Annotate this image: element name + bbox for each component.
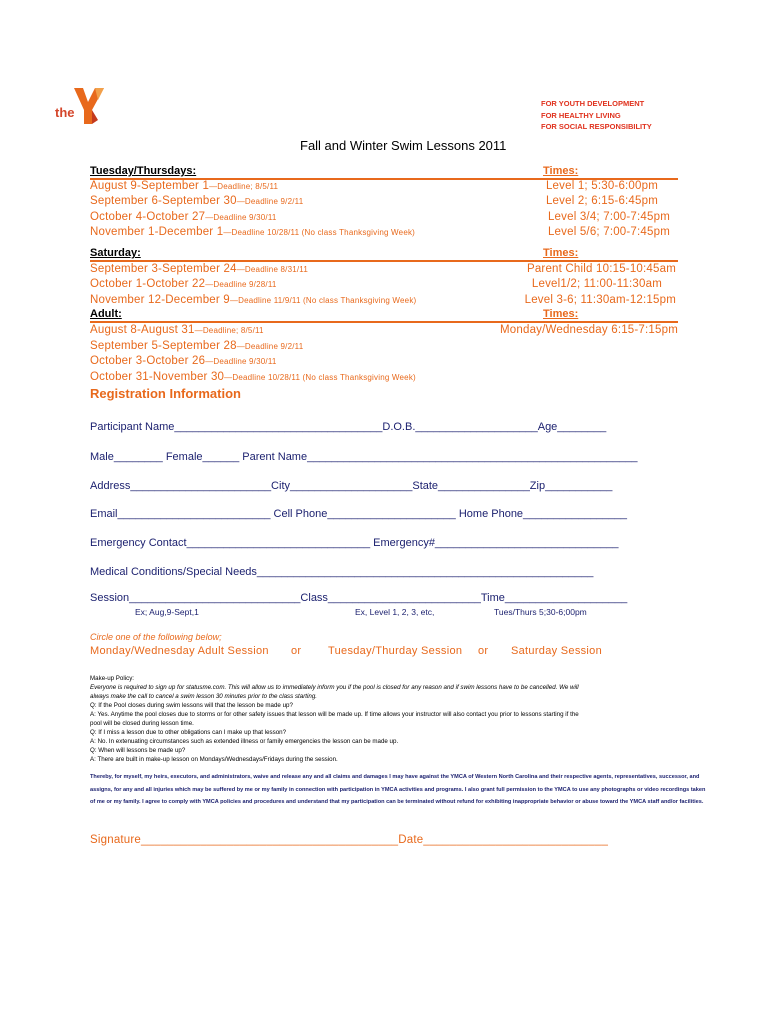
section-rule bbox=[90, 321, 678, 323]
schedule-time: Level 3-6; 11:30am-12:15pm bbox=[524, 294, 676, 306]
ymca-logo bbox=[55, 86, 105, 130]
schedule-row bbox=[90, 211, 277, 223]
saturday-heading: Saturday: bbox=[90, 247, 141, 259]
policy-line: Q: If I miss a lesson due to other obligations can I make up that lesson? bbox=[90, 729, 287, 736]
schedule-dates: October 31-November 30 bbox=[90, 371, 225, 383]
schedule-row bbox=[90, 371, 416, 383]
circle-prompt: Circle one of the following below; bbox=[90, 632, 222, 642]
schedule-deadline: —Deadline 9/2/11 bbox=[236, 342, 304, 351]
option-tuesday-session[interactable]: Tuesday/Thurday Session bbox=[328, 645, 463, 657]
policy-line: A: There are built in make-up lesson on Mondays/Wednesdays/Fridays during the session. bbox=[90, 756, 338, 763]
policy-line: Q: When will lessons be made up? bbox=[90, 747, 186, 754]
adult-times-heading: Times: bbox=[543, 308, 579, 320]
session-hint: Ex; Aug,9-Sept,1 bbox=[135, 607, 199, 617]
policy-line: A: No. In extenuating circumstances such as extended illness or family emergencies the lesson can be made up. bbox=[90, 738, 399, 745]
schedule-row bbox=[90, 195, 303, 207]
page-title: Fall and Winter Swim Lessons 2011 bbox=[300, 138, 507, 153]
medical-field[interactable]: Medical Conditions/Special Needs_______________________________________________________ bbox=[90, 566, 594, 578]
schedule-dates: August 8-August 31 bbox=[90, 324, 195, 336]
schedule-time: Level 5/6; 7:00-7:45pm bbox=[547, 226, 670, 238]
schedule-time: Level 1; 5:30-6:00pm bbox=[545, 180, 658, 192]
schedule-row bbox=[90, 180, 278, 192]
policy-line: Q: If the Pool closes during swim lessons will that the lesson be made up? bbox=[90, 702, 293, 709]
address-field[interactable]: Address_______________________City____________________State_______________Zip___________ bbox=[90, 480, 613, 492]
waiver-text: Thereby, for myself, my heirs, executors, and administrators, waive and release any and all claims and damages I may have against the YMCA of Western North Carolina and their respective agents, representatives, successor, and assigns, for any and all injuries which may be suffered by me or my family in connection with participation in YMCA activities and programs. I also grant full permission to the YMCA to use any photographs or video recordings taken of me or my family. I agree to comply with YMCA policies and procedures and understand that my participation can be terminated without refund for exhibiting inappropriate behavior or abuse toward the YMCA staff and/or facilities. bbox=[90, 774, 706, 805]
time-hint: Tues/Thurs 5;30-6;00pm bbox=[494, 607, 587, 617]
class-hint: Ex, Level 1, 2, 3, etc, bbox=[355, 607, 435, 617]
saturday-times-heading: Times: bbox=[543, 247, 579, 259]
policy-heading: Make-up Policy: bbox=[90, 675, 135, 682]
schedule-time: Monday/Wednesday 6:15-7:15pm bbox=[500, 324, 678, 336]
schedule-row bbox=[90, 278, 277, 290]
option-adult-session[interactable]: Monday/Wednesday Adult Session bbox=[90, 645, 269, 657]
schedule-row bbox=[90, 324, 264, 336]
schedule-time: Level1/2; 11:00-11:30am bbox=[531, 278, 662, 290]
registration-heading: Registration Information bbox=[90, 386, 241, 401]
logo-tagline bbox=[541, 98, 652, 133]
schedule-time: Level 3/4; 7:00-7:45pm bbox=[547, 211, 670, 223]
schedule-dates: October 1-October 22 bbox=[90, 278, 206, 290]
schedule-row bbox=[90, 355, 277, 367]
schedule-dates: October 4-October 27 bbox=[90, 211, 206, 223]
participant-name-field[interactable]: Participant Name__________________________________D.O.B.____________________Age________ bbox=[90, 421, 607, 433]
schedule-row bbox=[90, 226, 415, 238]
schedule-deadline: —Deadline 8/31/11 bbox=[236, 265, 309, 274]
tagline-line: FOR YOUTH DEVELOPMENT bbox=[541, 99, 645, 108]
tagline-line: FOR HEALTHY LIVING bbox=[541, 110, 621, 120]
tuesday-heading: Tuesday/Thursdays: bbox=[90, 165, 197, 177]
policy-line: Everyone is required to sign up for statusme.com. This will allow us to immediately inform you if the pool is closed for any reason and if swim lessons have to be cancelled. We will bbox=[90, 684, 579, 691]
emergency-field[interactable]: Emergency Contact______________________________ Emergency#______________________________ bbox=[90, 537, 619, 549]
logo-the-text: the bbox=[55, 105, 75, 120]
schedule-dates: November 12-December 9 bbox=[90, 294, 230, 306]
tuesday-times-heading: Times: bbox=[543, 165, 579, 177]
policy-line: always make the call to cancel a swim lesson 30 minutes prior to the class starting. bbox=[90, 693, 317, 700]
schedule-row bbox=[90, 294, 416, 306]
policy-block bbox=[90, 674, 579, 764]
schedule-deadline: —Deadline 10/28/11 (No class Thanksgiving Week) bbox=[223, 228, 416, 237]
schedule-dates: August 9-September 1 bbox=[90, 180, 210, 192]
section-rule bbox=[90, 260, 678, 262]
schedule-deadline: —Deadline 9/2/11 bbox=[236, 197, 304, 206]
option-or: or bbox=[291, 645, 302, 657]
schedule-dates: September 3-September 24 bbox=[90, 263, 237, 275]
schedule-deadline: —Deadline 9/28/11 bbox=[205, 280, 277, 289]
schedule-row bbox=[90, 340, 303, 352]
signature-date-field[interactable]: Signature_______________________________________Date____________________________ bbox=[90, 834, 609, 846]
schedule-deadline: —Deadline; 8/5/11 bbox=[194, 326, 264, 335]
email-phone-field[interactable]: Email_________________________ Cell Phone_____________________ Home Phone_________________ bbox=[90, 508, 628, 520]
schedule-time: Parent Child 10:15-10:45am bbox=[526, 263, 676, 275]
schedule-deadline: —Deadline 9/30/11 bbox=[205, 213, 277, 222]
schedule-deadline: —Deadline 11/9/11 (No class Thanksgiving Week) bbox=[229, 296, 417, 305]
option-saturday-session[interactable]: Saturday Session bbox=[511, 645, 603, 657]
y-logo-icon bbox=[72, 86, 106, 128]
schedule-dates: September 5-September 28 bbox=[90, 340, 237, 352]
schedule-dates: October 3-October 26 bbox=[90, 355, 206, 367]
schedule-deadline: —Deadline 10/28/11 (No class Thanksgiving Week) bbox=[224, 373, 416, 382]
schedule-dates: September 6-September 30 bbox=[90, 195, 237, 207]
schedule-deadline: —Deadline; 8/5/11 bbox=[209, 182, 279, 191]
option-or: or bbox=[478, 645, 489, 657]
schedule-time: Level 2; 6:15-6:45pm bbox=[545, 195, 658, 207]
schedule-row bbox=[90, 263, 308, 275]
policy-line: pool will be closed during lesson time. bbox=[90, 720, 194, 727]
tagline-line: FOR SOCIAL RESPONSIBILITY bbox=[541, 122, 652, 131]
session-class-time-field[interactable]: Session____________________________Class_________________________Time____________________ bbox=[90, 592, 628, 604]
gender-parent-field[interactable]: Male________ Female______ Parent Name______________________________________________________ bbox=[90, 451, 638, 463]
schedule-deadline: —Deadline 9/30/11 bbox=[205, 357, 277, 366]
schedule-dates: November 1-December 1 bbox=[90, 226, 224, 238]
adult-heading: Adult: bbox=[90, 308, 122, 320]
policy-line: A: Yes. Anytime the pool closes due to storms or for other safety issues that lesson will be made up. If time allows your instructor will also contact you prior to lessons starting if the bbox=[90, 711, 579, 718]
